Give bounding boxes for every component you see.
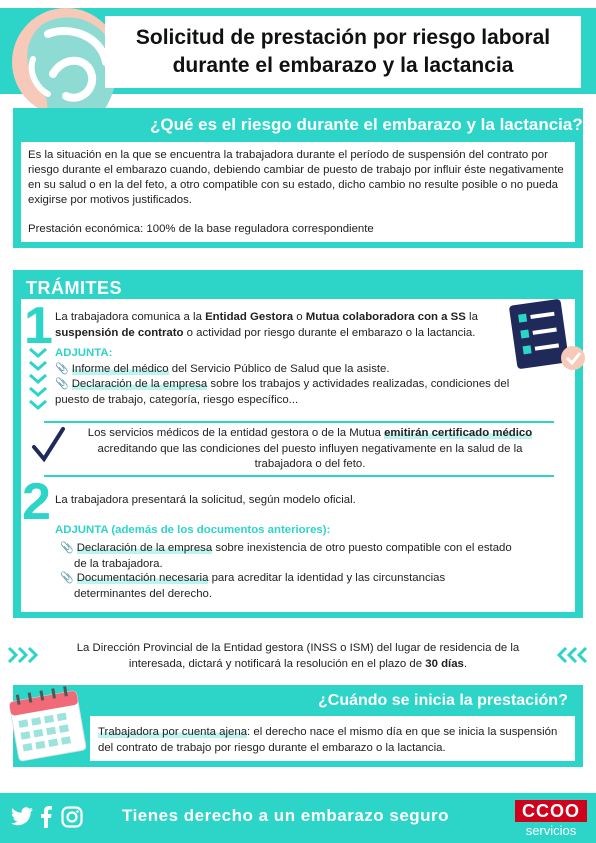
step-2-attach-item: 📎 Declaración de la empresa sobre inexistencia de otro puesto compatible con el estado de la trabajadora. [60, 542, 512, 570]
double-chevron-right-icon [6, 646, 42, 664]
double-chevron-left-icon [553, 646, 589, 664]
paperclip-icon: 📎 [60, 572, 74, 584]
paperclip-icon: 📎 [55, 378, 69, 390]
benefit-text: Prestación económica: 100% de la base reguladora correspondiente [28, 223, 374, 235]
step-2-text: La trabajadora presentará la solicitud, según modelo oficial. [55, 494, 356, 506]
note-divider-bottom [44, 475, 554, 477]
certificate-note: Los servicios médicos de la entidad gestora o de la Mutua emitirán certificado médico acreditando que las condiciones del puesto influyen negativamente en la salud de la trabajadora o del feto. [87, 427, 533, 470]
facebook-icon[interactable] [38, 806, 54, 828]
ccoo-logo-subtitle: servicios [525, 823, 577, 838]
title-box [105, 16, 581, 88]
step-1-attach-item: 📎 Declaración de la empresa sobre los trabajos y actividades realizadas, condiciones del puesto de trabajo, categoría, riesgo específico... [55, 378, 510, 406]
chevrons-down-icon [26, 345, 50, 415]
step-1-text: La trabajadora comunica a la Entidad Gestora o Mutua colaboradora con a SS la suspensión de contrato o actividad por riesgo durante el embarazo o la lactancia. [55, 311, 478, 339]
twitter-icon[interactable] [10, 806, 34, 828]
section-what-heading: ¿Qué es el riesgo durante el embarazo y la lactancia? [150, 115, 583, 134]
page-title-line-1: Solicitud de prestación por riesgo laboral [135, 26, 551, 49]
step-2-attach-item: 📎 Documentación necesaria para acreditar la identidad y las circunstancias determinantes del derecho. [60, 572, 446, 600]
section-when-heading: ¿Cuándo se inicia la prestación? [318, 692, 568, 709]
ccoo-logo-text: CCOO [515, 800, 587, 822]
note-divider-top [44, 421, 554, 423]
ccoo-logo [515, 800, 587, 840]
calendar-icon [5, 682, 90, 762]
page-title-line-2: durante el embarazo y la lactancia [172, 54, 514, 77]
step-1-attach-item: 📎 Informe del médico del Servicio Público de Salud que la asiste. [55, 363, 390, 375]
checkmark-icon [30, 425, 66, 465]
resolution-text: La Dirección Provincial de la Entidad gestora (INSS o ISM) del lugar de residencia de la interesada, dictará y notificará la resolución en el plazo de 30 días. [76, 642, 520, 670]
paperclip-icon: 📎 [60, 542, 74, 554]
section-when-text: Trabajadora por cuenta ajena: el derecho nace el mismo día en que se inicia la suspensión del contrato de trabajo por riesgo durante el embarazo o la lactancia. [98, 726, 558, 754]
footer-slogan: Tienes derecho a un embarazo seguro [122, 806, 450, 825]
section-what-text: Es la situación en la que se encuentra la trabajadora durante el período de suspensión del contrato por riesgo durante el embarazo cuando, debiendo cambiar de puesto de trabajo por influir éste negativamente en su salud o en la del feto, a otro compatible con su estado, dicho cambio no resulte posible o no pueda exigirse por motivos justificados. [28, 149, 564, 206]
step-2-number: 2 [22, 473, 51, 531]
tramites-heading: TRÁMITES [26, 278, 122, 298]
paperclip-icon: 📎 [55, 363, 69, 375]
step-1-attach-heading: ADJUNTA: [55, 347, 113, 359]
instagram-icon[interactable] [61, 806, 83, 828]
step-2-attach-heading: ADJUNTA (además de los documentos anteriores): [55, 524, 331, 536]
step-1-number: 1 [24, 297, 53, 355]
